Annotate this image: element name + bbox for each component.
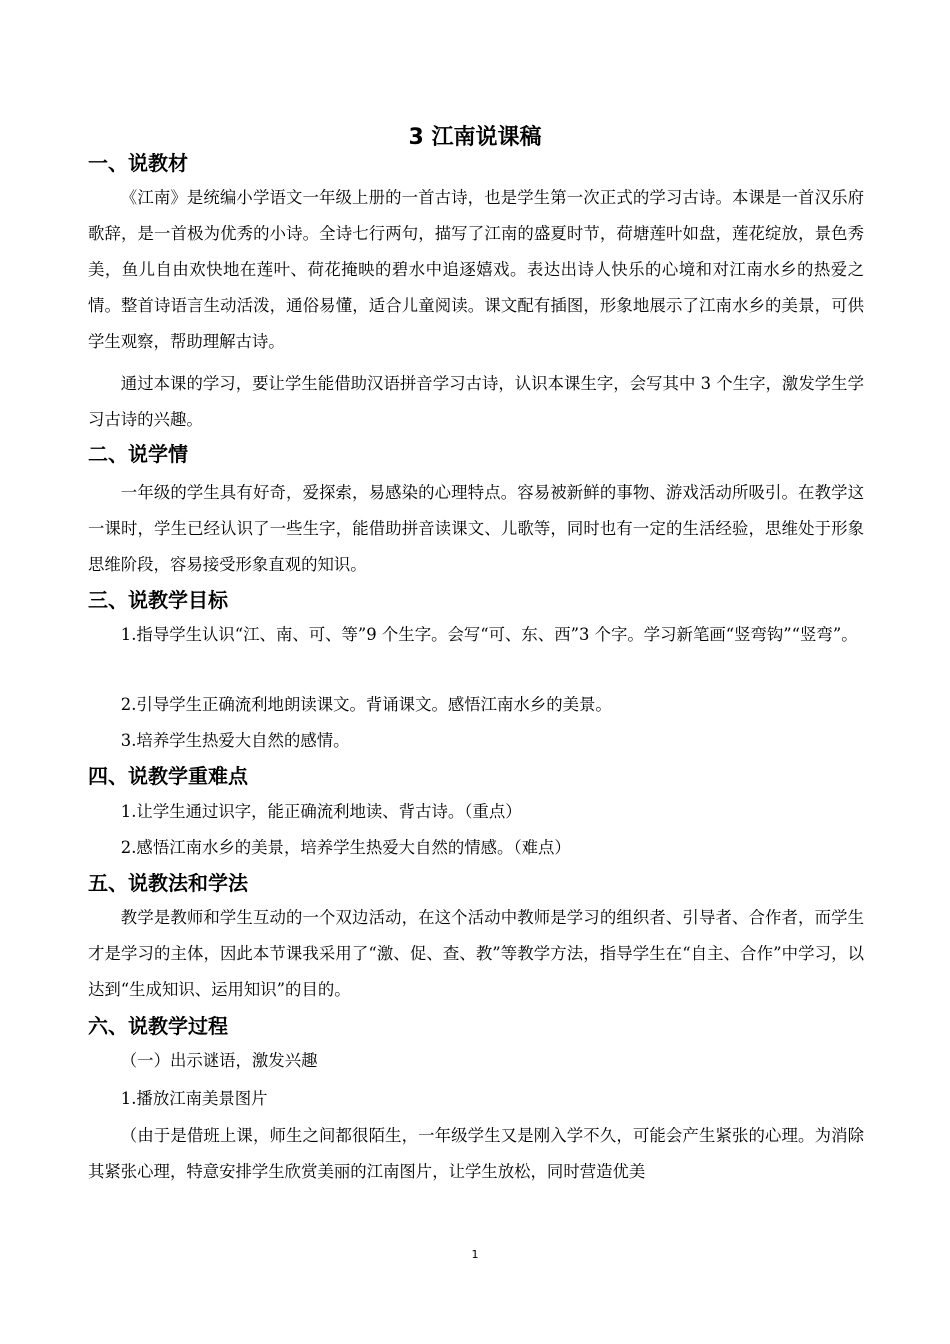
paragraph: 1.播放江南美景图片 bbox=[120, 1089, 268, 1108]
section-heading-6: 六、说教学过程 bbox=[88, 1014, 228, 1038]
paragraph: （由于是借班上课，师生之间都很陌生，一年级学生又是刚入学不久，可能会产生紧张的心理。为消除其紧张心理，特意安排学生欣赏美丽的江南图片，让学生放松，同时营造优美 bbox=[88, 1126, 864, 1181]
paragraph: （一）出示谜语，激发兴趣 bbox=[120, 1051, 318, 1070]
page-title: 3 江南说课稿 bbox=[408, 125, 542, 150]
paragraph: 3.培养学生热爱大自然的感情。 bbox=[120, 731, 350, 750]
page-number: 1 bbox=[471, 1248, 479, 1261]
paragraph: 通过本课的学习，要让学生能借助汉语拼音学习古诗，认识本课生字，会写其中 3 个生字，激发学生学习古诗的兴趣。 bbox=[88, 374, 864, 429]
section-heading-1: 一、说教材 bbox=[88, 151, 188, 175]
paragraph: 1.让学生通过识字，能正确流利地读、背古诗。（重点） bbox=[120, 802, 522, 821]
paragraph: 一年级的学生具有好奇，爱探索，易感染的心理特点。容易被新鲜的事物、游戏活动所吸引。在教学这一课时，学生已经认识了一些生字，能借助拼音读课文、儿歌等，同时也有一定的生活经验，思维处于形象思维阶段，容易接受形象直观的知识。 bbox=[88, 483, 864, 574]
section-heading-3: 三、说教学目标 bbox=[88, 588, 228, 612]
paragraph: 2.感悟江南水乡的美景，培养学生热爱大自然的情感。（难点） bbox=[120, 838, 571, 857]
section-heading-5: 五、说教法和学法 bbox=[88, 871, 248, 895]
paragraph: 《江南》是统编小学语文一年级上册的一首古诗，也是学生第一次正式的学习古诗。本课是一首汉乐府歌辞，是一首极为优秀的小诗。全诗七行两句，描写了江南的盛夏时节，荷塘莲叶如盘，莲花绽放，景色秀美，鱼儿自由欢快地在莲叶、荷花掩映的碧水中追逐嬉戏。表达出诗人快乐的心境和对江南水乡的热爱之情。整首诗语言生动活泼，通俗易懂，适合儿童阅读。课文配有插图，形象地展示了江南水乡的美景，可供学生观察，帮助理解古诗。 bbox=[88, 188, 864, 351]
paragraph: 教学是教师和学生互动的一个双边活动，在这个活动中教师是学习的组织者、引导者、合作者，而学生才是学习的主体，因此本节课我采用了“激、促、查、教”等教学方法，指导学生在“自主、合作”中学习，以达到“生成知识、运用知识”的目的。 bbox=[88, 908, 864, 999]
section-heading-2: 二、说学情 bbox=[88, 442, 188, 466]
section-heading-4: 四、说教学重难点 bbox=[88, 764, 248, 788]
paragraph: 2.引导学生正确流利地朗读课文。背诵课文。感悟江南水乡的美景。 bbox=[120, 695, 612, 714]
paragraph: 1.指导学生认识“江、南、可、等”9 个生字。会写“可、东、西”3 个字。学习新笔画“竖弯钩”“竖弯”。 bbox=[120, 625, 858, 644]
